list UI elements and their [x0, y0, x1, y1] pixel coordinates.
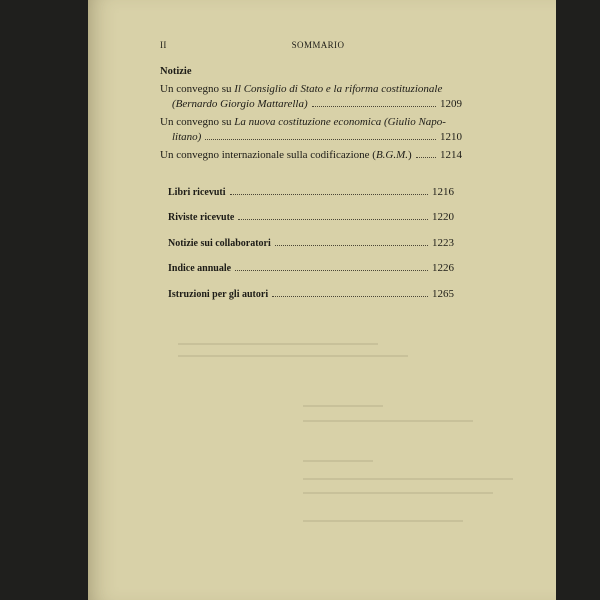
section-page: 1226 [432, 262, 454, 274]
notizie-entry [160, 82, 462, 112]
entry-author: litano) [172, 131, 202, 143]
show-through [303, 478, 513, 480]
entry-title: La nuova costituzione economica (Giulio Napo- [234, 116, 446, 128]
dot-leader [238, 219, 428, 220]
show-through [303, 492, 493, 494]
show-through [303, 520, 463, 522]
show-through [178, 343, 378, 345]
document-page [88, 0, 556, 600]
section-page: 1223 [432, 237, 454, 249]
show-through [178, 355, 408, 357]
dot-leader [275, 245, 428, 246]
entry-prefix: Un convegno su [160, 116, 235, 128]
notizie-entry [160, 148, 462, 163]
toc-section [168, 237, 454, 249]
entry-prefix: Un convegno internazionale sulla codificazione ( [160, 149, 376, 161]
dot-leader [235, 270, 428, 271]
section-page: 1220 [432, 211, 454, 223]
dot-leader [416, 157, 436, 158]
section-label: Indice annuale [168, 263, 232, 274]
toc-section [168, 288, 454, 300]
section-label: Libri ricevuti [168, 187, 226, 198]
entry-author: (Bernardo Giorgio Mattarella) [172, 98, 308, 110]
toc-section [168, 186, 454, 198]
show-through [303, 405, 383, 407]
dot-leader [312, 106, 436, 107]
toc-section [168, 262, 454, 274]
section-page: 1265 [432, 288, 454, 300]
section-page: 1216 [432, 186, 454, 198]
entry-page: 1209 [440, 98, 462, 110]
dot-leader [230, 194, 429, 195]
show-through [303, 420, 473, 422]
running-title: SOMMARIO [291, 40, 345, 50]
show-through [303, 460, 373, 462]
entry-page: 1210 [440, 131, 462, 143]
entry-title: Il Consiglio di Stato e la riforma costituzionale [234, 83, 443, 95]
section-label: Notizie sui collaboratori [168, 238, 271, 249]
dot-leader [272, 296, 428, 297]
notizie-entry [160, 115, 462, 145]
entry-author: B.G.M. [375, 149, 409, 161]
section-label: Riviste ricevute [168, 212, 235, 223]
entry-page: 1214 [440, 149, 462, 161]
entry-suffix: ) [408, 149, 412, 161]
notizie-heading: Notizie [160, 66, 192, 77]
dot-leader [205, 139, 436, 140]
toc-section [168, 211, 454, 223]
page-number: II [160, 40, 167, 50]
entry-prefix: Un convegno su [160, 83, 235, 95]
section-label: Istruzioni per gli autori [168, 289, 269, 300]
